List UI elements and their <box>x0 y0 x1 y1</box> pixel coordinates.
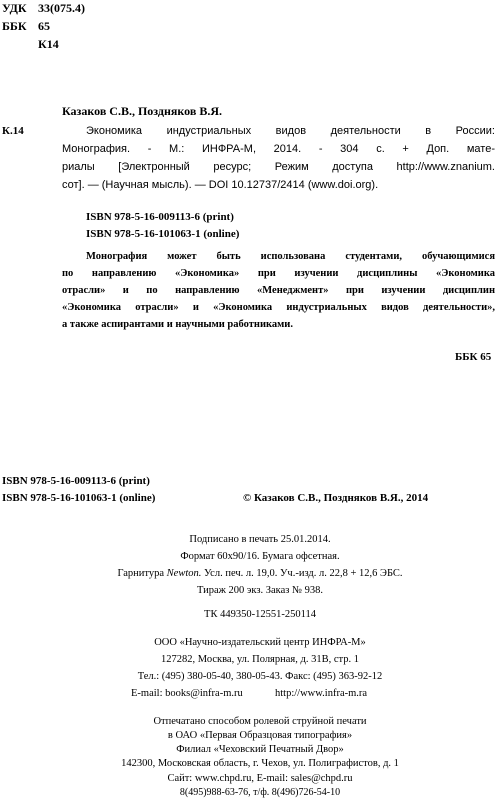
printer-line: Филиал «Чеховский Печатный Двор» <box>176 744 344 755</box>
imprint-signed: Подписано в печать 25.01.2014. <box>189 534 331 545</box>
annotation-line: Монография может быть использована студентами, обучающимися <box>86 251 495 262</box>
typeface-name: Newton. <box>166 568 202 579</box>
bib-line: Монография. - М.: ИНФРА-М, 2014. - 304 с. + Доп. мате- <box>62 143 495 155</box>
imprint-format: Формат 60х90/16. Бумага офсетная. <box>180 551 340 562</box>
printer-line: 142300, Московская область, г. Чехов, ул. Полиграфистов, д. 1 <box>121 758 399 769</box>
annotation-line: а также аспирантами и научными работниками. <box>62 319 293 330</box>
printer-line: 8(495)988-63-76, т/ф. 8(496)726-54-10 <box>179 787 341 798</box>
copyright-isbn-print: ISBN 978-5-16-009113-6 (print) <box>2 475 150 487</box>
bib-line: риалы [Электронный ресурс; Режим доступа http://www.znanium. <box>62 161 495 173</box>
imprint-typeface <box>80 568 440 579</box>
printer-line: Сайт: www.chpd.ru, E-mail: sales@chpd.ru <box>167 773 353 784</box>
author-sign: К14 <box>38 37 59 51</box>
bib-line: сот]. — (Научная мысль). — DOI 10.12737/2414 (www.doi.org). <box>62 179 379 191</box>
printer-line: Отпечатано способом ролевой струйной печати <box>153 716 367 727</box>
printer-line: в ОАО «Первая Образцовая типография» <box>167 730 353 741</box>
typeface-suffix: Усл. печ. л. 19,0. Уч.-изд. л. 22,8 + 12,6 ЭБС. <box>204 568 403 579</box>
imprint-tk: ТК 449350-12551-250114 <box>204 609 316 620</box>
authors: Казаков С.В., Поздняков В.Я. <box>62 104 222 118</box>
typeface-prefix: Гарнитура <box>117 568 165 579</box>
isbn-online: ISBN 978-5-16-101063-1 (online) <box>86 228 240 240</box>
annotation-line: «Экономика отрасли» и «Экономика индустриальных видов деятельности», <box>62 302 495 313</box>
copyright-notice: © Казаков С.В., Поздняков В.Я., 2014 <box>243 492 429 504</box>
imprint-print-run: Тираж 200 экз. Заказ № 938. <box>196 585 324 596</box>
bib-line: Экономика индустриальных видов деятельности в России: <box>86 125 495 137</box>
udk-label: УДК <box>2 1 27 15</box>
bbk-value: 65 <box>38 19 50 33</box>
annotation-line: отрасли» и по направлению «Менеджмент» при изучении дисциплин <box>62 285 495 296</box>
bbk-footer: ББК 65 <box>455 351 492 363</box>
publisher-website: http://www.infra-m.ra <box>275 688 368 699</box>
publisher-name: ООО «Научно-издательский центр ИНФРА-М» <box>154 637 366 648</box>
publisher-email: E-mail: books@infra-m.ru <box>131 688 243 699</box>
bib-code: К.14 <box>2 125 24 137</box>
bbk-label: ББК <box>2 19 27 33</box>
publisher-address: 127282, Москва, ул. Полярная, д. 31В, стр. 1 <box>161 654 359 665</box>
publisher-phone: Тел.: (495) 380-05-40, 380-05-43. Факс: (495) 363-92-12 <box>137 671 383 682</box>
copyright-isbn-online: ISBN 978-5-16-101063-1 (online) <box>2 492 156 504</box>
annotation-line: по направлению «Экономика» при изучении дисциплины «Экономика <box>62 268 495 279</box>
isbn-print: ISBN 978-5-16-009113-6 (print) <box>86 211 234 223</box>
udk-value: 33(075.4) <box>38 1 85 15</box>
